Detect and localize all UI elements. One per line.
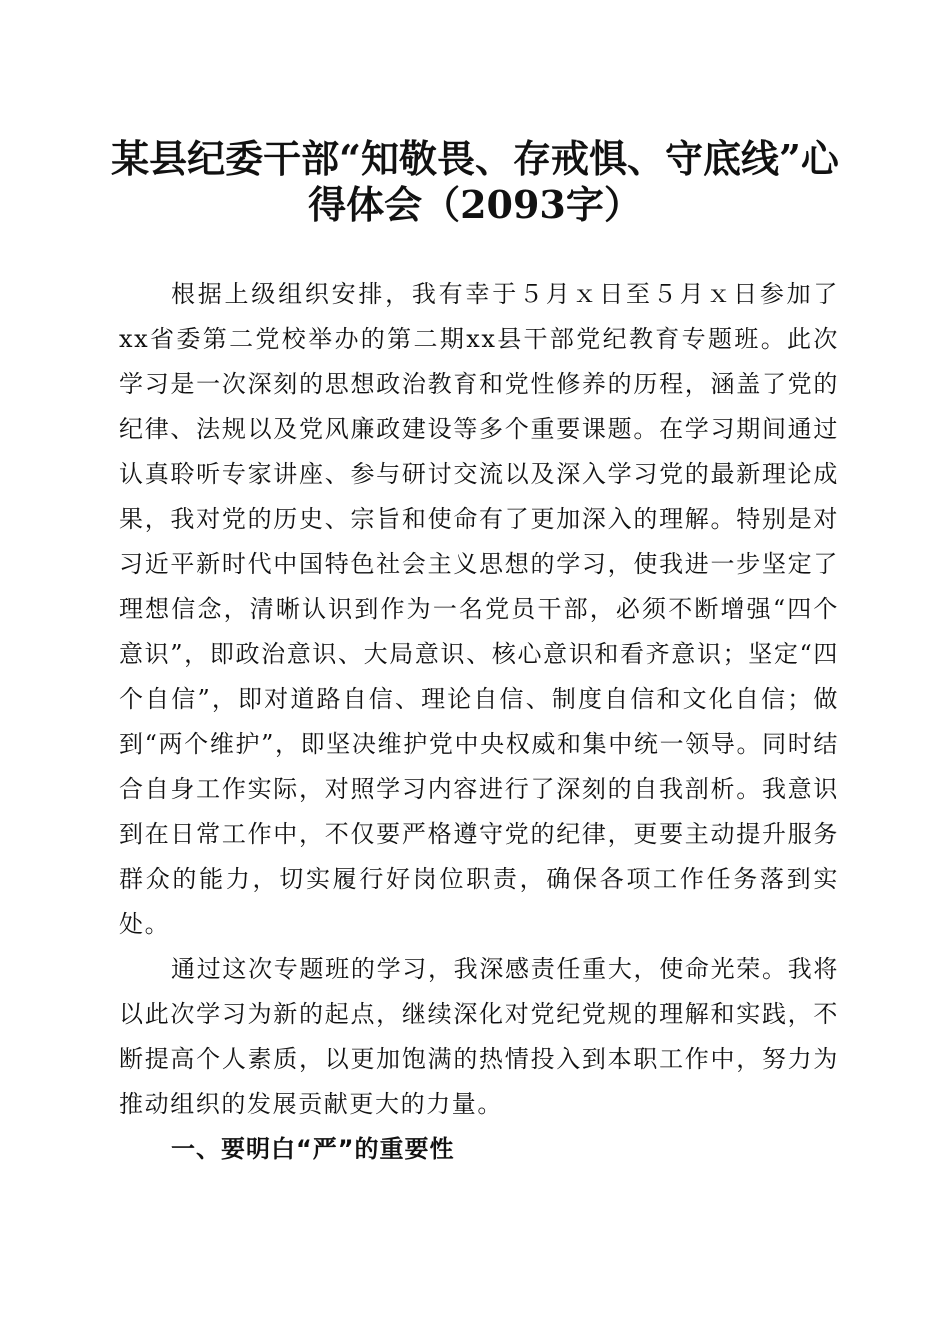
- document-title: [95, 136, 855, 228]
- title-line-1: 某县纪委干部“知敬畏、存戒惧、守底线”心: [111, 136, 839, 181]
- document-body: [119, 272, 839, 1172]
- title-line-2: 得体会（2093字）: [308, 182, 642, 227]
- paragraph-2: 通过这次专题班的学习，我深感责任重大，使命光荣。我将以此次学习为新的起点，继续深化对党纪党规的理解和实践，不断提高个人素质，以更加饱满的热情投入到本职工作中，努力为推动组织的发展贡献更大的力量。: [119, 955, 839, 1118]
- paragraph-1: 根据上级组织安排，我有幸于５月ｘ日至５月ｘ日参加了xx省委第二党校举办的第二期xx县干部党纪教育专题班。此次学习是一次深刻的思想政治教育和党性修养的历程，涵盖了党的纪律、法规以及党风廉政建设等多个重要课题。在学习期间通过认真聆听专家讲座、参与研讨交流以及深入学习党的最新理论成果，我对党的历史、宗旨和使命有了更加深入的理解。特别是对习近平新时代中国特色社会主义思想的学习，使我进一步坚定了理想信念，清晰认识到作为一名党员干部，必须不断增强“四个意识”，即政治意识、大局意识、核心意识和看齐意识；坚定“四个自信”，即对道路自信、理论自信、制度自信和文化自信；做到“两个维护”，即坚决维护党中央权威和集中统一领导。同时结合自身工作实际，对照学习内容进行了深刻的自我剖析。我意识到在日常工作中，不仅要严格遵守党的纪律，更要主动提升服务群众的能力，切实履行好岗位职责，确保各项工作任务落到实处。: [119, 280, 839, 938]
- section-heading-1: 一、要明白“严”的重要性: [171, 1135, 455, 1163]
